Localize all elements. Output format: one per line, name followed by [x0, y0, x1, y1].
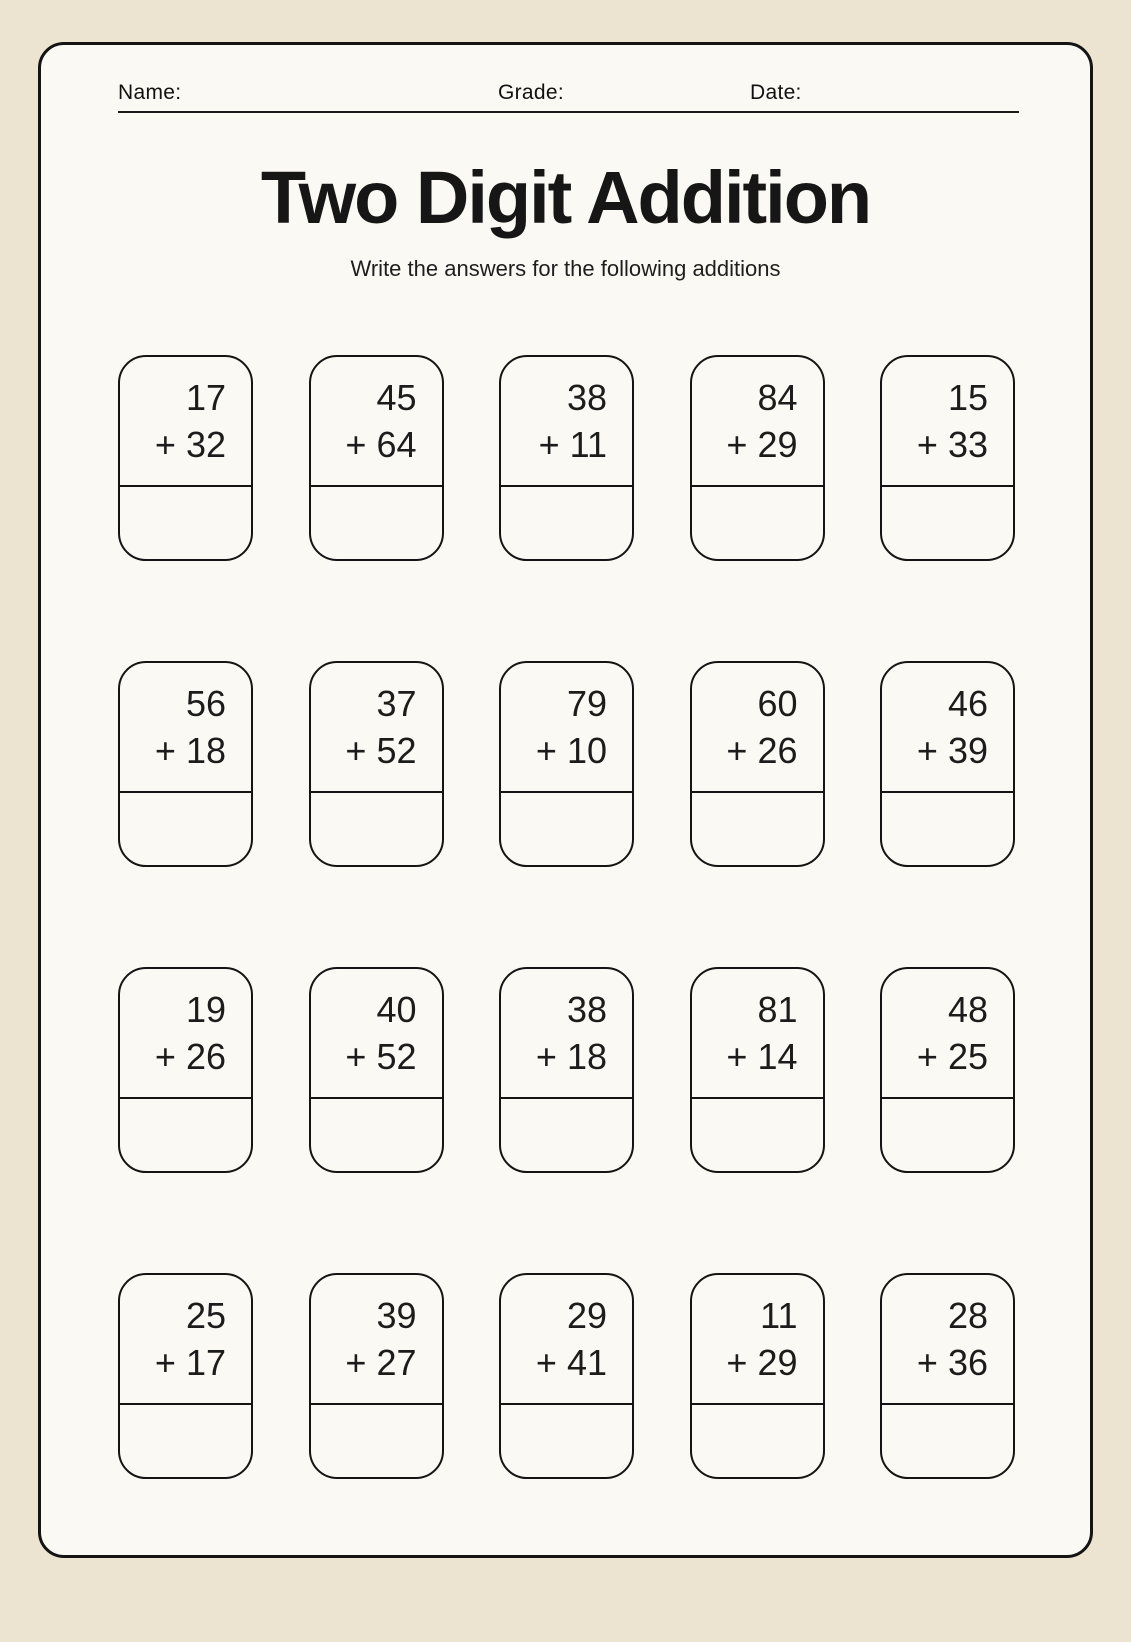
answer-box[interactable]: [692, 1097, 823, 1171]
addend-top: 39: [376, 1295, 417, 1336]
addend-bottom: + 10: [535, 730, 607, 771]
addend-bottom: + 29: [726, 1342, 798, 1383]
problem-addends: [120, 969, 251, 1097]
addition-card: [118, 355, 253, 561]
addition-card: [880, 355, 1015, 561]
addend-bottom: + 25: [916, 1036, 988, 1077]
addend-bottom: + 26: [726, 730, 798, 771]
addend-bottom: + 14: [726, 1036, 798, 1077]
addition-card: [118, 661, 253, 867]
addend-top: 29: [566, 1295, 607, 1336]
addend-bottom: + 64: [345, 424, 417, 465]
addend-bottom: + 18: [154, 730, 226, 771]
grade-label: Grade:: [498, 81, 564, 104]
problem-addends: [120, 663, 251, 791]
answer-box[interactable]: [882, 485, 1013, 559]
answer-box[interactable]: [120, 1403, 251, 1477]
addend-bottom: + 17: [154, 1342, 226, 1383]
addition-card: [690, 355, 825, 561]
problem-addends: [501, 357, 632, 485]
answer-box[interactable]: [692, 1403, 823, 1477]
problem-addends: [882, 663, 1013, 791]
addend-top: 25: [185, 1295, 226, 1336]
addition-card: [499, 1273, 634, 1479]
addend-top: 48: [947, 989, 988, 1030]
addend-top: 15: [947, 377, 988, 418]
addition-card: [880, 1273, 1015, 1479]
problem-addends: [692, 357, 823, 485]
addend-bottom: + 26: [154, 1036, 226, 1077]
answer-box[interactable]: [501, 791, 632, 865]
addition-card: [690, 1273, 825, 1479]
problem-addends: [311, 357, 442, 485]
answer-box[interactable]: [882, 1097, 1013, 1171]
addend-top: 45: [376, 377, 417, 418]
addend-top: 28: [947, 1295, 988, 1336]
addend-top: 56: [185, 683, 226, 724]
addend-bottom: + 33: [916, 424, 988, 465]
addend-bottom: + 27: [345, 1342, 417, 1383]
name-label: Name:: [118, 81, 182, 104]
addition-card: [309, 355, 444, 561]
addend-top: 11: [760, 1295, 798, 1336]
answer-box[interactable]: [311, 1403, 442, 1477]
answer-box[interactable]: [311, 791, 442, 865]
problem-addends: [501, 969, 632, 1097]
addition-card: [690, 661, 825, 867]
addend-top: 38: [566, 377, 607, 418]
answer-box[interactable]: [501, 1403, 632, 1477]
addition-card: [880, 661, 1015, 867]
answer-box[interactable]: [692, 485, 823, 559]
addition-card: [309, 967, 444, 1173]
answer-box[interactable]: [501, 1097, 632, 1171]
page-subtitle: Write the answers for the following additions: [350, 256, 781, 281]
addition-card: [309, 661, 444, 867]
addition-card: [499, 661, 634, 867]
addend-bottom: + 32: [154, 424, 226, 465]
answer-box[interactable]: [882, 791, 1013, 865]
problem-addends: [692, 969, 823, 1097]
header-writein-row: [118, 81, 1019, 113]
page-title: Two Digit Addition: [260, 156, 871, 239]
problem-addends: [692, 1275, 823, 1403]
addend-top: 46: [947, 683, 988, 724]
addition-card: [499, 967, 634, 1173]
addition-card: [880, 967, 1015, 1173]
addend-top: 19: [185, 989, 226, 1030]
problem-addends: [311, 663, 442, 791]
addition-card: [499, 355, 634, 561]
addition-card: [118, 1273, 253, 1479]
problem-addends: [311, 1275, 442, 1403]
answer-box[interactable]: [692, 791, 823, 865]
addend-top: 81: [757, 989, 798, 1030]
date-label: Date:: [750, 81, 802, 104]
addend-bottom: + 36: [916, 1342, 988, 1383]
addend-bottom: + 29: [726, 424, 798, 465]
problem-addends: [882, 969, 1013, 1097]
problem-addends: [501, 1275, 632, 1403]
problem-addends: [311, 969, 442, 1097]
problem-addends: [882, 357, 1013, 485]
addend-bottom: + 52: [345, 730, 417, 771]
answer-box[interactable]: [882, 1403, 1013, 1477]
answer-box[interactable]: [501, 485, 632, 559]
addend-top: 17: [185, 377, 226, 418]
addend-top: 40: [376, 989, 417, 1030]
addend-bottom: + 18: [535, 1036, 607, 1077]
addend-top: 84: [757, 377, 798, 418]
addend-top: 79: [566, 683, 607, 724]
addition-card: [118, 967, 253, 1173]
addend-bottom: + 41: [535, 1342, 607, 1383]
addend-bottom: + 52: [345, 1036, 417, 1077]
problem-addends: [120, 1275, 251, 1403]
problem-addends: [882, 1275, 1013, 1403]
addend-bottom: + 11: [538, 424, 607, 465]
addend-bottom: + 39: [916, 730, 988, 771]
answer-box[interactable]: [120, 485, 251, 559]
answer-box[interactable]: [120, 1097, 251, 1171]
answer-box[interactable]: [311, 1097, 442, 1171]
worksheet-page: [38, 42, 1093, 1558]
answer-box[interactable]: [120, 791, 251, 865]
answer-box[interactable]: [311, 485, 442, 559]
addition-card: [690, 967, 825, 1173]
problem-addends: [501, 663, 632, 791]
addend-top: 38: [566, 989, 607, 1030]
problem-addends: [120, 357, 251, 485]
problem-addends: [692, 663, 823, 791]
addend-top: 37: [376, 683, 417, 724]
addition-card: [309, 1273, 444, 1479]
addend-top: 60: [757, 683, 798, 724]
problems-grid: [118, 355, 1015, 1479]
